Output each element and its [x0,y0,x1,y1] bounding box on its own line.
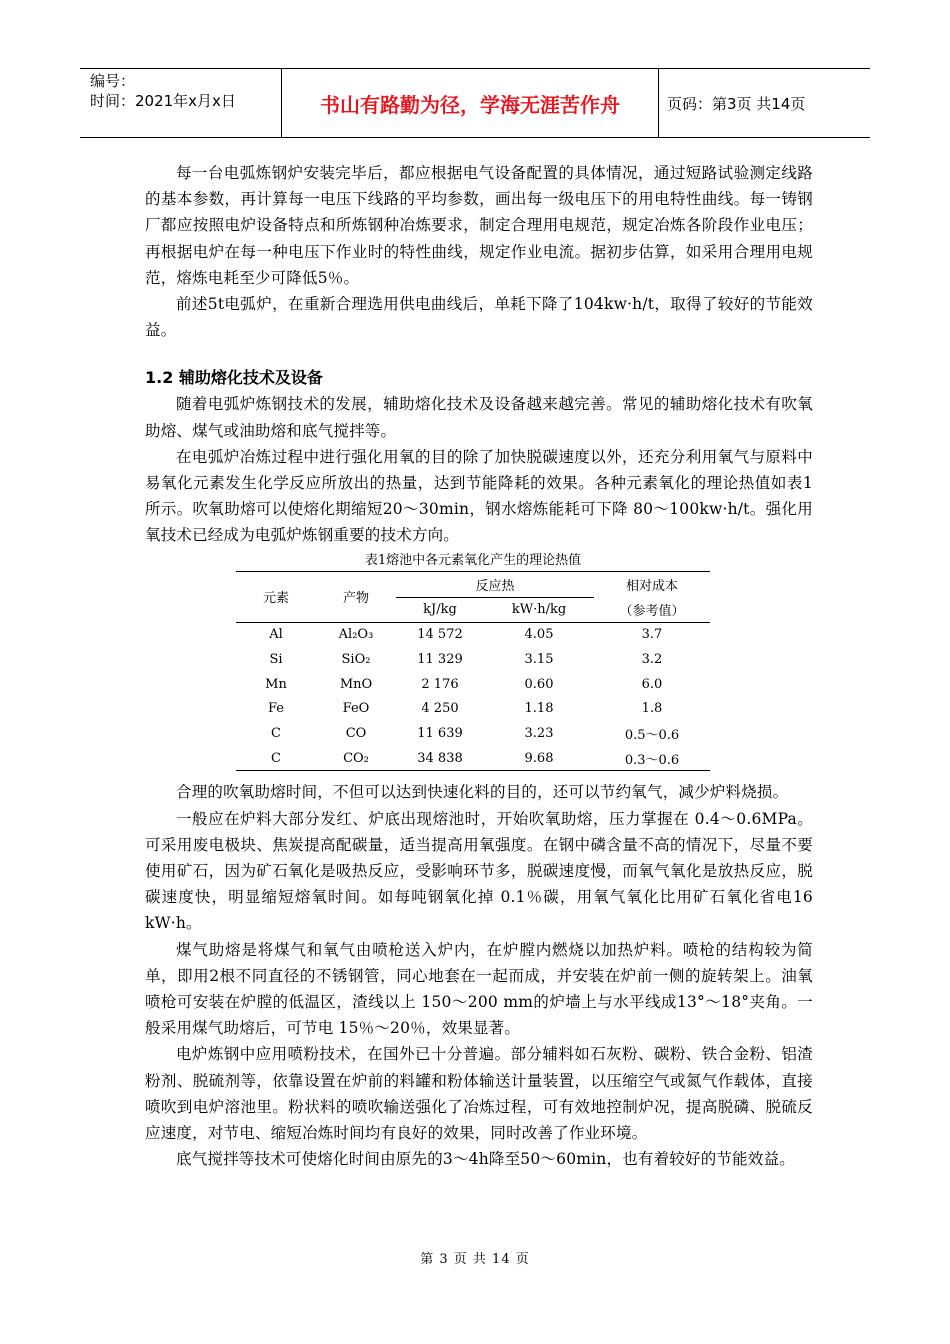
paragraph: 每一台电弧炼钢炉安装完毕后，都应根据电气设备配置的具体情况，通过短路试验测定线路的基本参数，再计算每一电压下线路的平均参数，画出每一级电压下的用电特性曲线。每一铸钢厂都应按照电炉设备特点和所炼钢种冶炼要求，制定合理用电规范，规定冶炼各阶段作业电压；再根据电炉在每一种电压下作业时的特性曲线，规定作业电流。据初步估算，如采用合理用电规范，熔炼电耗至少可降低5％。 [145,164,813,287]
col-header-product: 产物 [342,591,369,607]
paragraph: 在电弧炉冶炼过程中进行强化用氧的目的除了加快脱碳速度以外，还充分利用氧气与原料中易氧化元素发生化学反应所放出的热量，达到节能降耗的效果。各种元素氧化的理论热值如表1所示。吹氧助熔可以使熔化期缩短20～30min，钢水熔炼能耗可下降 80～100kw·h/t。强化用氧技术已经成为电弧炉炼钢重要的技术方向。 [145,447,813,545]
cell-product: Al₂O₃ [338,627,374,643]
cell-kwh: 9.68 [484,746,594,771]
header-date: 时间：2021年x月x日 [90,92,236,110]
cell-cost: 6.0 [641,676,663,692]
cell-kwh: 3.23 [524,726,554,742]
paragraph: 合理的吹氧助熔时间，不但可以达到快速化料的目的，还可以节约氧气，减少炉料烧损。 [176,783,789,802]
cell-product: MnO [339,676,373,692]
cell-kj: 11 639 [417,726,463,742]
cell-element: Al [269,627,283,643]
cell-cost: 0.5～0.6 [624,728,680,744]
cell-kj: 11 329 [417,651,463,667]
cell-product: FeO [342,701,370,717]
cell-product: SiO₂ [341,651,371,667]
section-heading: 1.2 辅助熔化技术及设备 [145,368,323,388]
document-body [145,160,813,1172]
header-page-info: 页码：第3页 共14页 [667,94,806,113]
cell-cost: 0.3～0.6 [594,746,710,771]
heat-table [236,571,710,772]
table-row [236,721,710,746]
col-header-cost-note: （参考值） [619,603,685,619]
cell-element: Mn [265,676,287,692]
paragraph: 随着电弧炉炼钢技术的发展，辅助熔化技术及设备越来越完善。常见的辅助熔化技术有吹氧助熔、煤气或油助熔和底气搅拌等。 [145,395,813,440]
table-row [236,647,710,672]
cell-kj: 2 176 [421,676,459,692]
header-motto: 书山有路勤为径，学海无涯苦作舟 [282,69,659,137]
paragraph: 底气搅拌等技术可使熔化时间由原先的3～4h降至50～60min，也有着较好的节能效益。 [176,1150,795,1169]
paragraph: 前述5t电弧炉，在重新合理选用供电曲线后，单耗下降了104kw·h/t，取得了较好的节能效益。 [145,295,813,340]
header-number: 编号： [90,72,136,90]
cell-product: CO [345,726,367,742]
cell-product: CO₂ [316,746,396,771]
col-header-cost: 相对成本 [625,578,678,594]
table-row [236,672,710,697]
table-row [236,697,710,722]
paragraph: 煤气助熔是将煤气和氧气由喷枪送入炉内，在炉膛内燃烧以加热炉料。喷枪的结构较为简单，即用2根不同直径的不锈钢管，同心地套在一起而成，并安装在炉前一侧的旋转架上。油氧喷枪可安装在炉膛的低温区，渣线以上 150～200 mm的炉墙上与水平线成13°～18°夹角。一般采用煤气助熔后，可节电 15％～20％，效果显著。 [145,940,813,1038]
page-footer: 第 3 页 共 14 页 [420,1252,530,1267]
table-caption: 表1熔池中各元素氧化产生的理论热值 [364,552,582,568]
heat-table-block [236,551,710,772]
cell-kj: 14 572 [417,627,463,643]
cell-element: C [236,746,316,771]
paragraph: 一般应在炉料大部分发红、炉底出现熔池时，开始吹氧助熔，压力掌握在 0.4～0.6MPa。 可采用废电极块、焦炭提高配碳量，适当提高用氧强度。在钢中磷含量不高的情况下，尽量不要使用矿石，因为矿石氧化是吸热反应，受影响环节多，脱碳速度慢，而氧气氧化是放热反应，脱碳速度快，明显缩短熔氧时间。如每吨钢氧化掉 0.1％碳，用氧气氧化比用矿石氧化省电16 kW·h。 [145,809,813,933]
page-header [80,68,870,138]
cell-kwh: 3.15 [524,651,554,667]
cell-element: C [271,726,281,742]
cell-kwh: 1.18 [524,701,554,717]
col-header-heat: 反应热 [396,571,594,597]
cell-cost: 3.7 [641,627,663,643]
paragraph: 电炉炼钢中应用喷粉技术，在国外已十分普遍。部分辅料如石灰粉、碳粉、铁合金粉、铝渣粉剂、脱硫剂等，依靠设置在炉前的料罐和粉体输送计量装置，以压缩空气或氮气作载体，直接喷吹到电炉溶池里。粉状料的喷吹输送强化了冶炼过程，可有效地控制炉况，提高脱磷、脱硫反应速度，对节电、缩短冶炼时间均有良好的效果，同时改善了作业环境。 [145,1045,813,1143]
header-meta [80,69,282,137]
cell-kwh: 0.60 [524,676,554,692]
col-header-element: 元素 [262,591,289,607]
col-header-kj: kJ/kg [423,602,457,618]
table-row [236,746,710,771]
cell-element: Si [269,651,283,667]
cell-kwh: 4.05 [524,627,554,643]
table-row [236,622,710,647]
cell-element: Fe [267,701,284,717]
col-header-kwh: kW·h/kg [511,602,567,618]
cell-kj: 34 838 [396,746,484,771]
cell-kj: 4 250 [421,701,459,717]
cell-cost: 3.2 [641,651,663,667]
cell-cost: 1.8 [641,701,663,717]
